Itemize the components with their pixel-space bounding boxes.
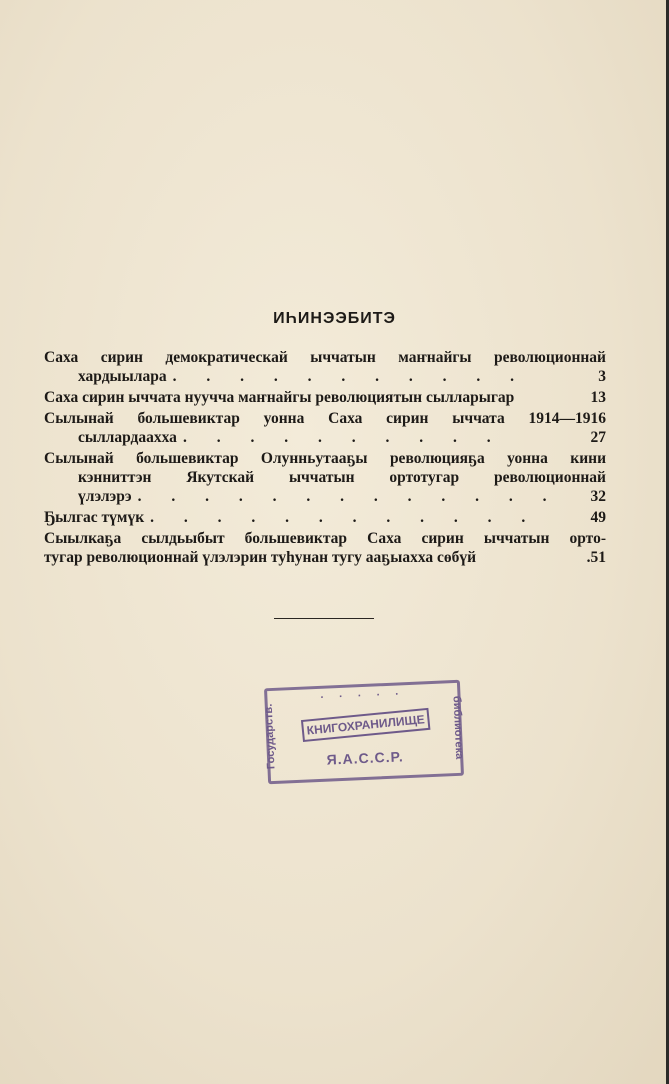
toc-entry-line: Сыылкаҕа сылдьыбыт большевиктар Саха сирин ыччатын орто-: [44, 530, 606, 547]
toc-leader-dots: . . . . . . . . . . . . .: [137, 488, 560, 505]
toc-entry[interactable]: [44, 388, 606, 407]
toc-entry-title: үлэлэрэ: [78, 488, 132, 505]
toc-entry[interactable]: [44, 529, 606, 567]
library-stamp: [264, 680, 464, 784]
toc-page-number: 32: [590, 488, 606, 505]
stamp-side-left: Государств.: [262, 703, 278, 770]
toc-leader-dots: . . . . . . . . . .: [182, 429, 504, 446]
page-title: ИҺИНЭЭБИТЭ: [273, 310, 396, 327]
toc-page-number: 49: [590, 509, 606, 526]
toc-page-number: .51: [586, 549, 606, 566]
toc-entry[interactable]: [44, 409, 606, 447]
table-of-contents: [44, 348, 606, 569]
toc-entry-line: кэнниттэн Якутскай ыччатын ортотугар революционнай: [78, 469, 606, 486]
stamp-dots: · · · · ·: [320, 688, 406, 704]
toc-entry[interactable]: [44, 508, 606, 527]
toc-page-number: 27: [590, 429, 606, 446]
stamp-line-1: КНИГОХРАНИЛИЩЕ: [301, 708, 431, 742]
toc-entry[interactable]: [44, 348, 606, 386]
toc-entry-line: Сылынай большевиктар уонна Саха сирин ыччата 1914—1916: [44, 410, 606, 427]
toc-leader-dots: . . . . . . . . . . . .: [150, 509, 539, 526]
toc-entry-title: сыллардаахха: [78, 429, 177, 446]
toc-entry-title: хардыылара: [78, 368, 167, 385]
stamp-line-2: Я.А.С.С.Р.: [326, 748, 404, 768]
toc-page-number: 3: [598, 368, 606, 385]
toc-entry-title: Саха сирин ыччата нуучча маҥнайгы революциятын сылларыгар: [44, 389, 515, 406]
toc-entry-line: Саха сирин демократическай ыччатын маҥнайгы революционнай: [44, 349, 606, 366]
toc-entry[interactable]: [44, 449, 606, 506]
toc-entry-title: Ҕылгас түмүк: [44, 509, 145, 526]
divider-rule: [274, 618, 374, 619]
toc-entry-line: Сылынай большевиктар Олунньутааҕы революцияҕа уонна кини: [44, 450, 606, 467]
stamp-side-right: библиотека: [450, 695, 466, 760]
toc-entry-title: тугар революционнай үлэлэрин туһунан тугу ааҕыахха сөбүй: [44, 549, 477, 566]
toc-leader-dots: . . . . . . . . . . .: [172, 368, 527, 385]
toc-page-number: 13: [590, 389, 606, 406]
